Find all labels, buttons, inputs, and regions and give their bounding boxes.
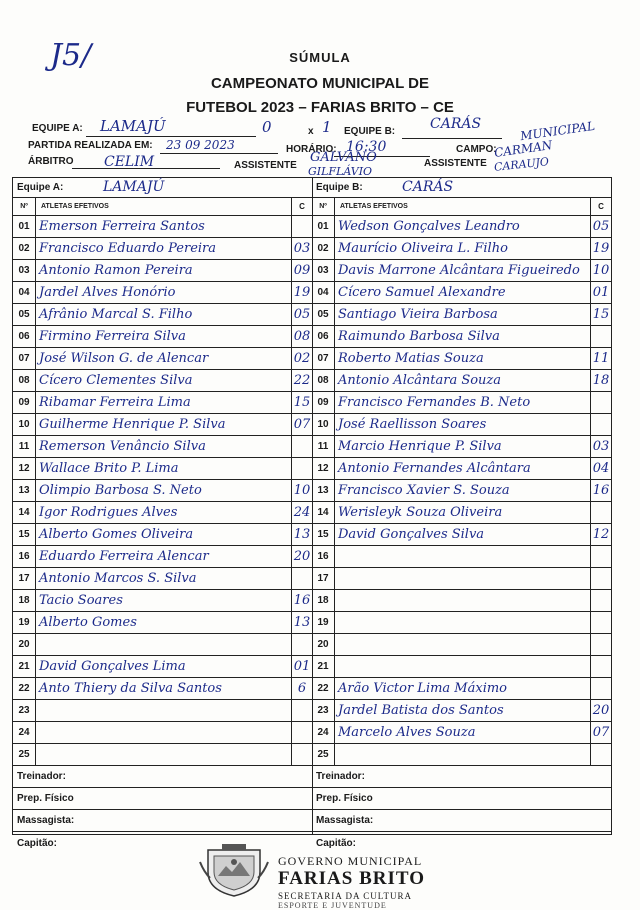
player-name: Maurício Oliveira L. Filho xyxy=(334,238,591,259)
team-b-table-name: CARÁS xyxy=(402,179,454,195)
player-row xyxy=(312,436,611,458)
player-row xyxy=(312,656,611,678)
player-name: Marcelo Alves Souza xyxy=(334,722,591,743)
player-name: Marcio Henrique P. Silva xyxy=(334,436,591,457)
player-row xyxy=(13,348,312,370)
score-a: 0 xyxy=(262,118,272,136)
assistant-1-extra: GILFLÁVIO xyxy=(308,165,373,178)
player-name: Santiago Vieira Barbosa xyxy=(334,304,591,325)
player-row xyxy=(13,216,312,238)
player-number: 18 xyxy=(312,590,335,611)
player-row xyxy=(13,238,312,260)
player-row xyxy=(13,568,312,590)
player-number: 01 xyxy=(312,216,335,237)
player-row xyxy=(312,546,611,568)
player-name: Alberto Gomes xyxy=(35,612,292,633)
footer xyxy=(0,842,640,910)
col-name-header: ATLETAS EFETIVOS xyxy=(334,198,591,215)
player-row xyxy=(312,590,611,612)
player-shirt xyxy=(591,590,611,611)
player-shirt xyxy=(591,568,611,589)
player-row xyxy=(312,524,611,546)
player-row xyxy=(312,480,611,502)
player-row xyxy=(13,414,312,436)
team-a-column xyxy=(13,178,313,849)
corner-mark: J5/ xyxy=(50,38,92,73)
player-name: Olimpio Barbosa S. Neto xyxy=(35,480,292,501)
player-number: 06 xyxy=(312,326,335,347)
government-logo-text xyxy=(278,854,425,910)
player-shirt xyxy=(292,744,312,765)
player-row xyxy=(312,260,611,282)
player-name: Wallace Brito P. Lima xyxy=(35,458,292,479)
player-row xyxy=(13,634,312,656)
player-name: Ribamar Ferreira Lima xyxy=(35,392,292,413)
staff-row: Prep. Físico xyxy=(312,788,611,810)
player-shirt: 16 xyxy=(592,483,610,498)
player-row xyxy=(13,700,312,722)
player-number: 23 xyxy=(13,700,36,721)
player-row xyxy=(312,238,611,260)
player-number: 05 xyxy=(13,304,36,325)
player-number: 24 xyxy=(13,722,36,743)
player-row xyxy=(312,634,611,656)
player-row xyxy=(13,480,312,502)
player-number: 24 xyxy=(312,722,335,743)
player-number: 05 xyxy=(312,304,335,325)
player-name xyxy=(35,700,292,721)
player-row xyxy=(13,326,312,348)
team-a-label: EQUIPE A: xyxy=(32,123,83,134)
player-name xyxy=(334,590,591,611)
player-row xyxy=(13,744,312,766)
player-shirt: 13 xyxy=(293,527,311,542)
player-shirt xyxy=(292,458,312,479)
player-shirt: 08 xyxy=(293,329,311,344)
player-number: 14 xyxy=(13,502,36,523)
player-shirt xyxy=(591,744,611,765)
player-number: 08 xyxy=(13,370,36,391)
player-shirt: 22 xyxy=(293,373,311,388)
team-b-row xyxy=(312,178,611,198)
player-row xyxy=(312,392,611,414)
player-name: José Wilson G. de Alencar xyxy=(35,348,292,369)
player-row xyxy=(13,392,312,414)
assistant-2-value: CARMAN xyxy=(493,138,554,160)
player-shirt xyxy=(591,546,611,567)
player-shirt: 02 xyxy=(293,351,311,366)
player-number: 03 xyxy=(312,260,335,281)
player-number: 13 xyxy=(13,480,36,501)
player-shirt xyxy=(292,722,312,743)
player-number: 22 xyxy=(312,678,335,699)
player-number: 03 xyxy=(13,260,36,281)
col-c-header: C xyxy=(299,202,305,211)
player-row xyxy=(13,612,312,634)
player-row xyxy=(312,326,611,348)
team-b-table-label: Equipe B: xyxy=(316,182,363,193)
player-shirt: 04 xyxy=(592,461,610,476)
staff-row: Capitão: xyxy=(316,837,356,849)
player-row xyxy=(13,370,312,392)
player-name xyxy=(334,546,591,567)
player-number: 21 xyxy=(13,656,36,677)
team-b-value: CARÁS xyxy=(430,116,482,132)
player-name: Arão Victor Lima Máximo xyxy=(334,678,591,699)
player-number: 16 xyxy=(312,546,335,567)
score-b: 1 xyxy=(322,118,332,136)
player-row xyxy=(312,414,611,436)
player-name xyxy=(334,744,591,765)
team-a-header-row xyxy=(13,198,312,216)
player-shirt xyxy=(591,414,611,435)
player-row xyxy=(13,502,312,524)
team-b-header-row xyxy=(312,198,611,216)
player-shirt: 05 xyxy=(293,307,311,322)
player-shirt: 18 xyxy=(592,373,610,388)
player-shirt xyxy=(591,678,611,699)
player-number: 02 xyxy=(13,238,36,259)
player-row xyxy=(312,722,611,744)
player-number: 10 xyxy=(312,414,335,435)
player-shirt: 20 xyxy=(293,549,311,564)
roster-table xyxy=(12,177,612,849)
player-shirt: 12 xyxy=(592,527,610,542)
player-shirt xyxy=(591,612,611,633)
player-row xyxy=(13,436,312,458)
team-b-line xyxy=(402,138,502,139)
player-shirt xyxy=(292,700,312,721)
gov-line-3: SECRETARIA DA CULTURA xyxy=(278,891,412,901)
player-name: David Gonçalves Lima xyxy=(35,656,292,677)
player-number: 21 xyxy=(312,656,335,677)
assistant-1-label: ASSISTENTE xyxy=(234,160,297,171)
player-shirt: 11 xyxy=(592,351,610,366)
player-number: 09 xyxy=(13,392,36,413)
player-shirt: 03 xyxy=(592,439,610,454)
player-name xyxy=(35,634,292,655)
player-name: Antonio Alcântara Souza xyxy=(334,370,591,391)
team-a-row xyxy=(13,178,312,198)
player-number: 07 xyxy=(13,348,36,369)
player-name: Werisleyk Souza Oliveira xyxy=(334,502,591,523)
col-c-header: C xyxy=(598,202,604,211)
player-name: Jardel Alves Honório xyxy=(35,282,292,303)
player-row xyxy=(312,612,611,634)
player-name: Cícero Samuel Alexandre xyxy=(334,282,591,303)
field-value: MUNICIPAL xyxy=(519,118,596,144)
player-row xyxy=(312,370,611,392)
date-label: PARTIDA REALIZADA EM: xyxy=(28,140,153,151)
player-row xyxy=(312,348,611,370)
player-row xyxy=(312,216,611,238)
player-number: 25 xyxy=(13,744,36,765)
player-name: Francisco Eduardo Pereira xyxy=(35,238,292,259)
player-name: Guilherme Henrique P. Silva xyxy=(35,414,292,435)
player-row xyxy=(13,282,312,304)
staff-row: Treinador: xyxy=(312,766,611,788)
municipal-crest-icon xyxy=(198,842,270,898)
player-name: José Raellisson Soares xyxy=(334,414,591,435)
team-b-label: EQUIPE B: xyxy=(344,126,396,137)
player-shirt xyxy=(292,436,312,457)
player-shirt: 24 xyxy=(293,505,311,520)
player-number: 15 xyxy=(312,524,335,545)
player-name: Wedson Gonçalves Leandro xyxy=(334,216,591,237)
player-number: 10 xyxy=(13,414,36,435)
player-name xyxy=(334,612,591,633)
player-number: 25 xyxy=(312,744,335,765)
player-shirt: 13 xyxy=(293,615,311,630)
player-number: 17 xyxy=(312,568,335,589)
player-name: Antonio Marcos S. Silva xyxy=(35,568,292,589)
player-name: David Gonçalves Silva xyxy=(334,524,591,545)
player-shirt: 03 xyxy=(293,241,311,256)
player-number: 09 xyxy=(312,392,335,413)
player-shirt: 01 xyxy=(592,285,610,300)
field-label: CAMPO: xyxy=(456,144,497,155)
player-shirt: 15 xyxy=(592,307,610,322)
player-name: Antonio Ramon Pereira xyxy=(35,260,292,281)
doc-subtitle-2: FUTEBOL 2023 – FARIAS BRITO – CE xyxy=(186,99,454,116)
player-shirt xyxy=(591,326,611,347)
player-name: Davis Marrone Alcântara Figueiredo xyxy=(334,260,591,281)
player-row xyxy=(13,722,312,744)
player-shirt: 10 xyxy=(592,263,610,278)
staff-row: Massagista: xyxy=(13,810,312,832)
player-name: Cícero Clementes Silva xyxy=(35,370,292,391)
player-shirt: 19 xyxy=(293,285,311,300)
team-b-column xyxy=(312,178,611,849)
col-name-header: ATLETAS EFETIVOS xyxy=(35,198,292,215)
referee-value: CELIM xyxy=(104,154,155,170)
player-row xyxy=(13,678,312,700)
player-shirt: 16 xyxy=(293,593,311,608)
player-name: Afrânio Marcal S. Filho xyxy=(35,304,292,325)
player-number: 04 xyxy=(13,282,36,303)
player-shirt xyxy=(591,656,611,677)
player-shirt xyxy=(591,634,611,655)
player-number: 14 xyxy=(312,502,335,523)
player-number: 07 xyxy=(312,348,335,369)
team-a-table-label: Equipe A: xyxy=(17,182,64,193)
referee-label: ÁRBITRO xyxy=(28,156,74,167)
player-name: Roberto Matias Souza xyxy=(334,348,591,369)
player-shirt: 10 xyxy=(293,483,311,498)
player-shirt xyxy=(292,634,312,655)
staff-row: Prep. Físico xyxy=(13,788,312,810)
player-name xyxy=(334,568,591,589)
player-row xyxy=(13,458,312,480)
player-number: 20 xyxy=(13,634,36,655)
player-shirt: 05 xyxy=(592,219,610,234)
staff-row: Massagista: xyxy=(312,810,611,832)
col-num-header: Nº xyxy=(312,198,335,215)
time-label: HORÁRIO: xyxy=(286,144,337,155)
player-number: 06 xyxy=(13,326,36,347)
player-name: Tacio Soares xyxy=(35,590,292,611)
player-name: Raimundo Barbosa Silva xyxy=(334,326,591,347)
player-name: Emerson Ferreira Santos xyxy=(35,216,292,237)
player-number: 20 xyxy=(312,634,335,655)
team-a-table-name: LAMAJÚ xyxy=(103,179,165,195)
player-shirt: 01 xyxy=(293,659,311,674)
player-name: Antonio Fernandes Alcântara xyxy=(334,458,591,479)
player-number: 11 xyxy=(13,436,36,457)
player-name: Jardel Batista dos Santos xyxy=(334,700,591,721)
player-shirt xyxy=(591,392,611,413)
gov-line-2: FARIAS BRITO xyxy=(278,868,425,889)
player-number: 18 xyxy=(13,590,36,611)
player-row xyxy=(312,568,611,590)
player-name: Alberto Gomes Oliveira xyxy=(35,524,292,545)
assistant-2-label: ASSISTENTE xyxy=(424,158,487,169)
time-value: 16:30 xyxy=(346,139,387,155)
team-a-value: LAMAJÚ xyxy=(100,117,166,135)
gov-line-4: ESPORTE E JUVENTUDE xyxy=(278,901,387,910)
player-number: 23 xyxy=(312,700,335,721)
player-shirt: 6 xyxy=(297,681,307,696)
doc-title: SÚMULA xyxy=(289,50,351,65)
player-number: 04 xyxy=(312,282,335,303)
player-name xyxy=(334,656,591,677)
doc-subtitle-1: CAMPEONATO MUNICIPAL DE xyxy=(210,75,430,92)
player-number: 11 xyxy=(312,436,335,457)
player-number: 19 xyxy=(312,612,335,633)
gov-line-1: GOVERNO MUNICIPAL xyxy=(278,854,423,868)
player-shirt: 19 xyxy=(592,241,610,256)
player-name: Francisco Xavier S. Souza xyxy=(334,480,591,501)
player-number: 12 xyxy=(13,458,36,479)
player-row xyxy=(13,304,312,326)
player-number: 19 xyxy=(13,612,36,633)
player-shirt: 07 xyxy=(592,725,610,740)
player-name: Eduardo Ferreira Alencar xyxy=(35,546,292,567)
player-row xyxy=(312,458,611,480)
player-name: Firmino Ferreira Silva xyxy=(35,326,292,347)
player-name: Francisco Fernandes B. Neto xyxy=(334,392,591,413)
player-row xyxy=(13,590,312,612)
staff-row: Capitão: xyxy=(17,837,57,849)
document-header xyxy=(0,50,640,116)
player-row xyxy=(13,524,312,546)
player-row xyxy=(312,678,611,700)
assistant-2-extra: CARAUJO xyxy=(493,155,550,174)
player-shirt xyxy=(292,216,312,237)
player-row xyxy=(13,546,312,568)
team-a-line xyxy=(86,136,256,137)
player-number: 02 xyxy=(312,238,335,259)
player-shirt xyxy=(591,502,611,523)
player-row xyxy=(312,304,611,326)
player-name: Anto Thiery da Silva Santos xyxy=(35,678,292,699)
player-row xyxy=(13,260,312,282)
player-row xyxy=(312,282,611,304)
player-number: 13 xyxy=(312,480,335,501)
assistant-1-value: GALVANO xyxy=(310,150,377,165)
date-line xyxy=(160,153,278,154)
player-number: 22 xyxy=(13,678,36,699)
player-name xyxy=(35,722,292,743)
staff-row: Treinador: xyxy=(13,766,312,788)
player-name xyxy=(35,744,292,765)
score-separator: x xyxy=(308,126,314,137)
col-num-header: Nº xyxy=(13,198,36,215)
player-shirt: 20 xyxy=(592,703,610,718)
player-name: Remerson Venâncio Silva xyxy=(35,436,292,457)
date-value: 23 09 2023 xyxy=(166,138,235,152)
player-row xyxy=(13,656,312,678)
player-shirt: 09 xyxy=(293,263,311,278)
player-number: 16 xyxy=(13,546,36,567)
player-shirt xyxy=(292,568,312,589)
player-shirt: 15 xyxy=(293,395,311,410)
player-number: 15 xyxy=(13,524,36,545)
player-number: 08 xyxy=(312,370,335,391)
player-row xyxy=(312,502,611,524)
player-shirt: 07 xyxy=(293,417,311,432)
player-number: 01 xyxy=(13,216,36,237)
player-name xyxy=(334,634,591,655)
player-number: 12 xyxy=(312,458,335,479)
player-row xyxy=(312,744,611,766)
player-row xyxy=(312,700,611,722)
player-number: 17 xyxy=(13,568,36,589)
player-name: Igor Rodrigues Alves xyxy=(35,502,292,523)
